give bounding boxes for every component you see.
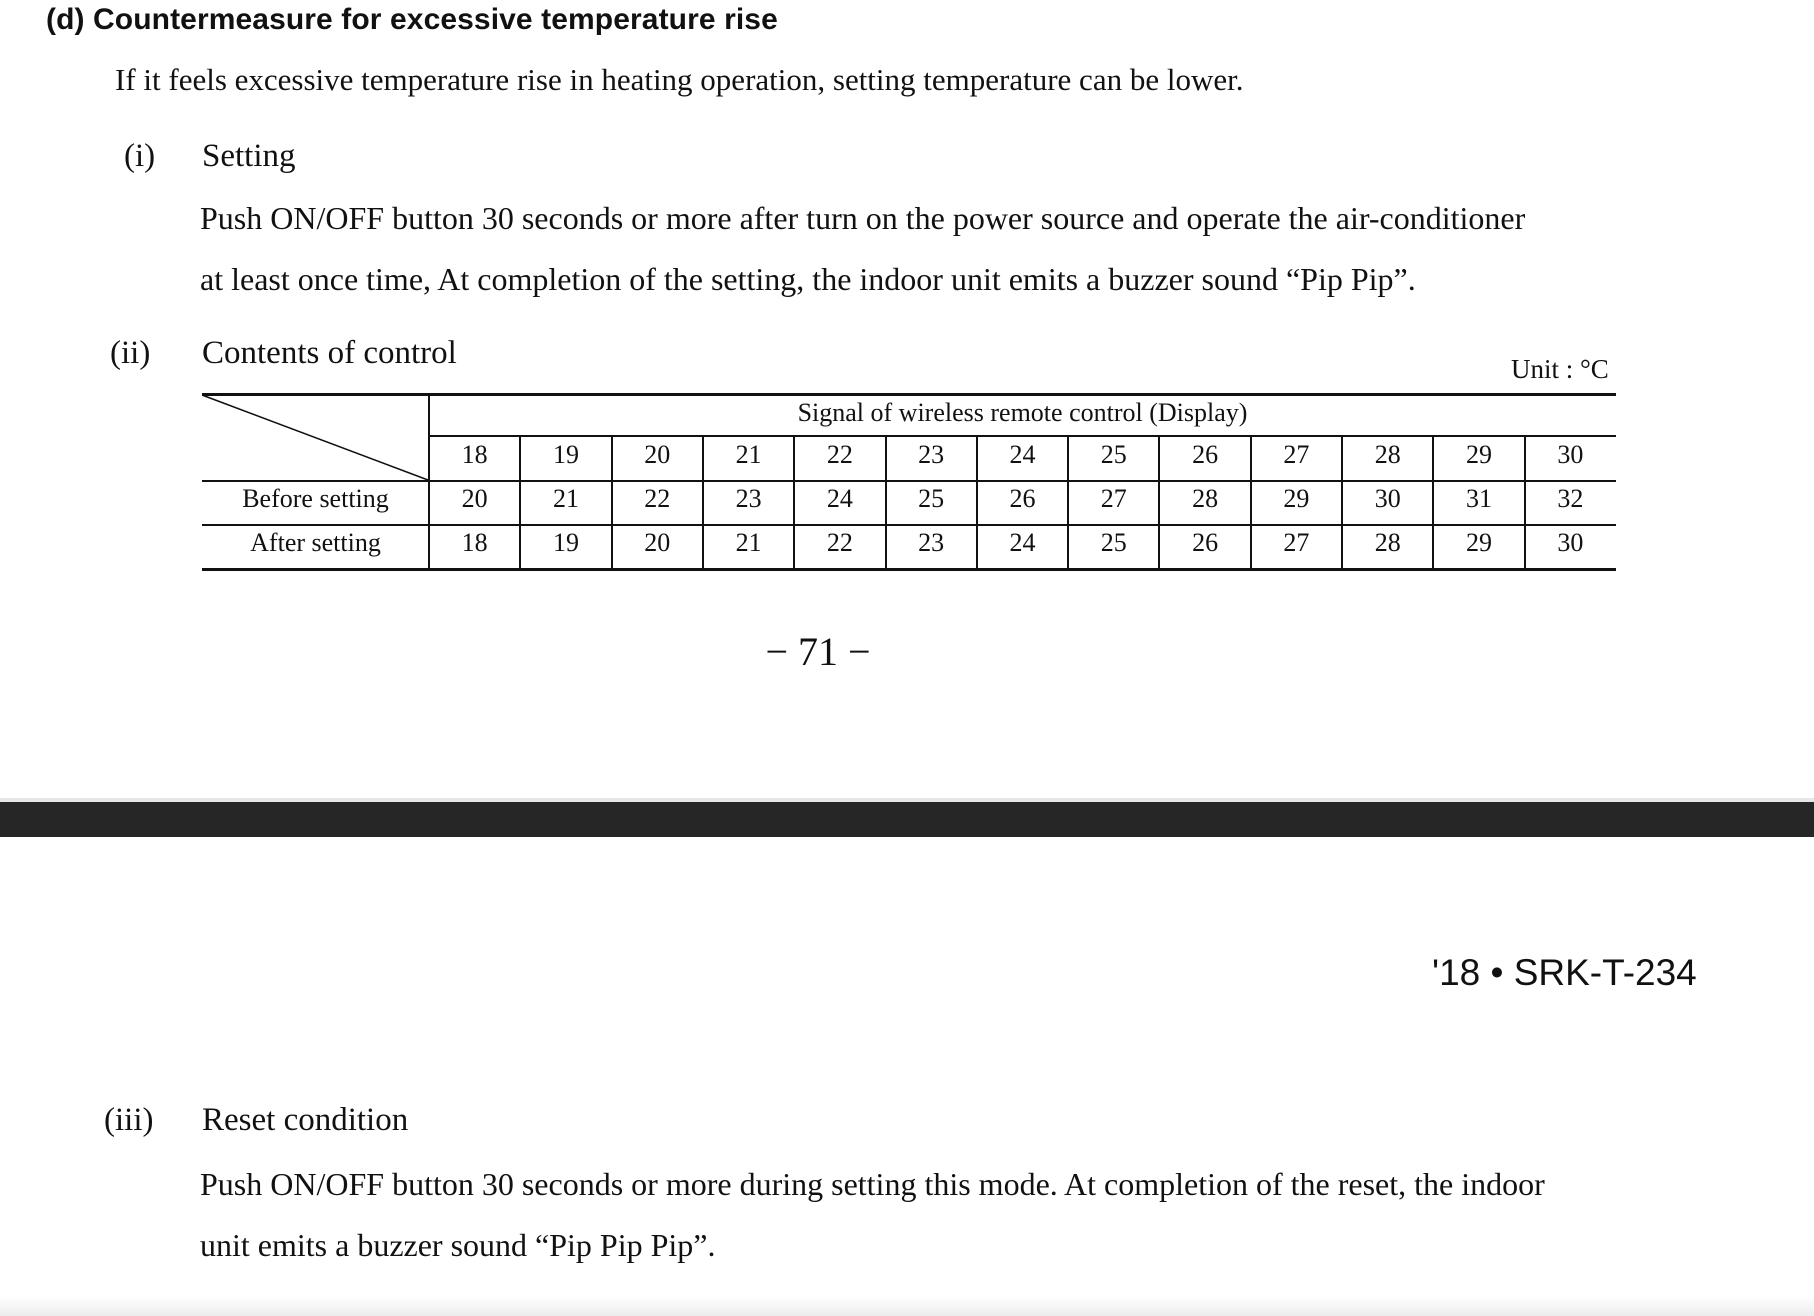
- table-cell: 26: [1009, 484, 1036, 513]
- table-cell: 30: [1557, 528, 1584, 557]
- bottom-shadow: [0, 1296, 1814, 1316]
- intro-text: If it feels excessive temperature rise in heating operation, setting temperature can be lower.: [115, 62, 1244, 97]
- page-break-bar: [0, 802, 1814, 837]
- table-column-header: 20: [644, 440, 671, 469]
- table-cell: 22: [644, 484, 671, 513]
- section-i-title: Setting: [202, 138, 296, 174]
- table-cell: 18: [461, 528, 488, 557]
- table-cell: 29: [1283, 484, 1310, 513]
- table-cell: 32: [1557, 484, 1584, 513]
- section-iii-line-1: Push ON/OFF button 30 seconds or more during setting this mode. At completion of the reset, the indoor: [200, 1166, 1545, 1202]
- table-cell: 21: [552, 484, 579, 513]
- table-corner-diagonal: [202, 393, 430, 481]
- table-cell: 25: [1100, 528, 1127, 557]
- table-cell: 26: [1192, 528, 1219, 557]
- table-cell: 23: [735, 484, 762, 513]
- section-ii-title: Contents of control: [202, 335, 457, 371]
- page-number: − 71 −: [765, 629, 871, 674]
- table-cell: 23: [918, 528, 945, 557]
- table-column-header: 28: [1374, 440, 1401, 469]
- table-cell: 21: [735, 528, 762, 557]
- table-cell: 24: [1009, 528, 1036, 557]
- table-cell: 24: [826, 484, 853, 513]
- table-rule: [429, 435, 1616, 437]
- table-cell: 25: [918, 484, 945, 513]
- section-iii-number: (iii): [104, 1102, 154, 1138]
- document-code: '18 • SRK-T-234: [1432, 952, 1697, 993]
- section-ii-number: (ii): [110, 335, 151, 371]
- table-cell: 27: [1100, 484, 1127, 513]
- table-cell: 27: [1283, 528, 1310, 557]
- table-column-header: 21: [735, 440, 762, 469]
- table-column-header: 19: [552, 440, 579, 469]
- section-i-number: (i): [124, 138, 156, 174]
- table-cell: 28: [1374, 528, 1401, 557]
- table-cell: 30: [1374, 484, 1401, 513]
- section-heading: (d) Countermeasure for excessive temperature rise: [46, 3, 778, 36]
- table-rule: [202, 393, 1616, 396]
- table-header: Signal of wireless remote control (Display): [797, 398, 1248, 427]
- table-column-header: 24: [1009, 440, 1036, 469]
- section-i-line-1: Push ON/OFF button 30 seconds or more after turn on the power source and operate the air-conditioner: [200, 200, 1526, 236]
- unit-label: Unit : °C: [1511, 354, 1609, 384]
- table-column-header: 23: [918, 440, 945, 469]
- section-i-line-2: at least once time, At completion of the setting, the indoor unit emits a buzzer sound “Pip Pip”.: [200, 261, 1416, 297]
- table-column-header: 27: [1283, 440, 1310, 469]
- table-column-header: 26: [1192, 440, 1219, 469]
- table-cell: 29: [1466, 528, 1493, 557]
- table-column-header: 25: [1100, 440, 1127, 469]
- table-rule: [202, 480, 1616, 482]
- table-cell: 20: [461, 484, 488, 513]
- section-iii-line-2: unit emits a buzzer sound “Pip Pip Pip”.: [200, 1227, 716, 1263]
- table-column-header: 22: [826, 440, 853, 469]
- table-cell: 19: [552, 528, 579, 557]
- table-rule: [202, 568, 1616, 571]
- table-rule: [202, 524, 1616, 526]
- table-cell: 31: [1466, 484, 1493, 513]
- temperature-table: [202, 393, 1616, 571]
- table-column-header: 30: [1557, 440, 1584, 469]
- table-column-header: 18: [461, 440, 488, 469]
- table-row-label: After setting: [250, 528, 381, 557]
- table-row-label: Before setting: [242, 484, 389, 513]
- table-cell: 22: [826, 528, 853, 557]
- section-iii-title: Reset condition: [202, 1102, 409, 1138]
- table-cell: 28: [1192, 484, 1219, 513]
- table-column-header: 29: [1466, 440, 1493, 469]
- table-cell: 20: [644, 528, 671, 557]
